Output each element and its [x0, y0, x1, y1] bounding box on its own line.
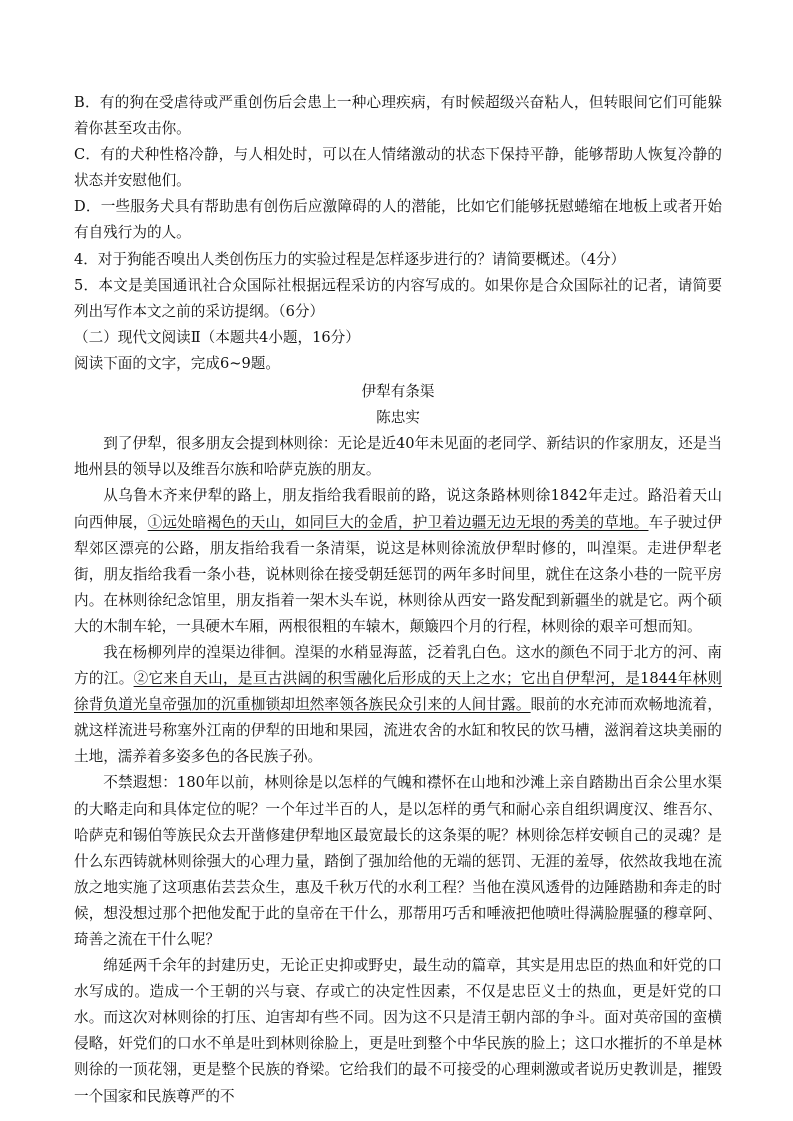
reading-instruction: 阅读下面的文字，完成6~9题。	[74, 354, 280, 372]
article-title: 伊犁有条渠	[361, 383, 435, 401]
question-4: 4．对于狗能否嗅出人类创伤压力的实验过程是怎样逐步进行的？请简要概述。（4分）	[74, 250, 626, 268]
article-paragraph-4: 不禁遐想：180年以前，林则徐是以怎样的气魄和襟怀在山地和沙滩上亲自踏勘出百余公里水渠的大略走向和具体定位的呢？一个年过半百的人，是以怎样的勇气和耐心亲自组织调度汉、维吾尔、哈萨克和锡伯等族民众去开凿修建伊犁地区最宽最长的这条渠的呢？林则徐怎样安顿自己的灵魂？是什么东西铸就林则徐强大的心理力量，踏倒了强加给他的无端的惩罚、无涯的羞辱，依然故我地在流放之地实施了这项惠佑芸芸众生，惠及千秋万代的水利工程？当他在漠风透骨的边陲踏勘和奔走的时候，想没想过那个把他发配于此的皇帝在干什么，那帮用巧舌和唾液把他喷吐得满脸腥骚的穆章阿、琦善之流在干什么呢？	[74, 774, 722, 948]
article-author: 陈忠实	[376, 409, 420, 427]
article-paragraph-1: 到了伊犁，很多朋友会提到林则徐：无论是近40年未见面的老同学、新结识的作家朋友，还是当地州县的领导以及维吾尔族和哈萨克族的朋友。	[74, 435, 722, 479]
paragraph-2-text-a: 从乌鲁木齐来伊犁的路上，朋友指给我看眼前的路，说这条路林则徐1842年走过。路沿着天山向西伸展，	[74, 487, 722, 531]
option-b: B．有的狗在受虐待或严重创伤后会患上一种心理疾病，有时候超级兴奋粘人，但转眼间它们可能躲着你甚至攻击你。	[74, 94, 722, 138]
section-heading: （二）现代文阅读Ⅱ（本题共4小题，16分）	[74, 328, 360, 346]
underlined-sentence-2: ②它来自天山，是亘古洪阔的积雪融化后形成的天上之水；它出自伊犁河，是1844年林则徐背负道光皇帝强加的沉重枷锁却坦然率领各族民众引来的人间甘露。	[74, 670, 722, 714]
paragraph-3-text-a: 我在杨柳列岸的湟渠边徘徊。湟渠的水稍显海蓝，泛着乳白色。这水的颜色不同于北方的河、南方的江。	[74, 643, 722, 688]
document-body	[74, 90, 722, 1110]
question-5: 5．本文是美国通讯社合众国际社根据远程采访的内容写成的。如果你是合众国际社的记者，请简要列出写作本文之前的采访提纲。（6分）	[74, 276, 722, 320]
paragraph-2-text-b: 车子驶过伊犁郊区漂亮的公路，朋友指给我看一条清渠，说这是林则徐流放伊犁时修的，叫湟渠。走进伊犁老街，朋友指给我看一条小巷，说林则徐在接受朝廷惩罚的两年多时间里，就住在这条小巷的一院平房内。在林则徐纪念馆里，朋友指着一架木头车说，林则徐从西安一路发配到新疆坐的就是它。两个硕大的木制车轮，一具硬木车厢，两根很粗的车辕木，颠簸四个月的行程，林则徐的艰辛可想而知。	[74, 513, 722, 635]
article-paragraph-2	[74, 483, 722, 640]
article-paragraph-5: 绵延两千余年的封建历史，无论正史抑或野史，最生动的篇章，其实是用忠臣的热血和奸党的口水写成的。造成一个王朝的兴与衰、存或亡的决定性因素，不仅是忠臣义士的热血，更是奸党的口水。而这次对林则徐的打压、迫害却有些不同。因为这不只是清王朝内部的争斗。面对英帝国的蛮横侵略，奸党们的口水不单是吐到林则徐脸上，更是吐到整个中华民族的脸上；这口水摧折的不单是林则徐的一顶花翎，更是整个民族的脊梁。它给我们的最不可接受的心理刺激或者说历史教训是，摧毁一个国家和民族尊严的不	[74, 957, 722, 1105]
underlined-sentence-1: ①远处暗褐色的天山，如同巨大的金盾，护卫着边疆无边无垠的秀美的草地。	[147, 513, 649, 531]
article-paragraph-3	[74, 640, 722, 770]
paragraph-3-text-b: 眼前的水充沛而欢畅地流着，就这样流进号称塞外江南的伊犁的田地和果园，流进农舍的水缸和牧民的饮马槽，滋润着这块美丽的土地，濡养着多姿多色的各民族子孙。	[74, 696, 722, 766]
option-c: C．有的犬种性格冷静，与人相处时，可以在人情绪激动的状态下保持平静，能够帮助人恢复冷静的状态并安慰他们。	[74, 146, 722, 190]
option-d: D．一些服务犬具有帮助患有创伤后应激障碍的人的潜能，比如它们能够抚慰蜷缩在地板上或者开始有自残行为的人。	[74, 198, 722, 242]
